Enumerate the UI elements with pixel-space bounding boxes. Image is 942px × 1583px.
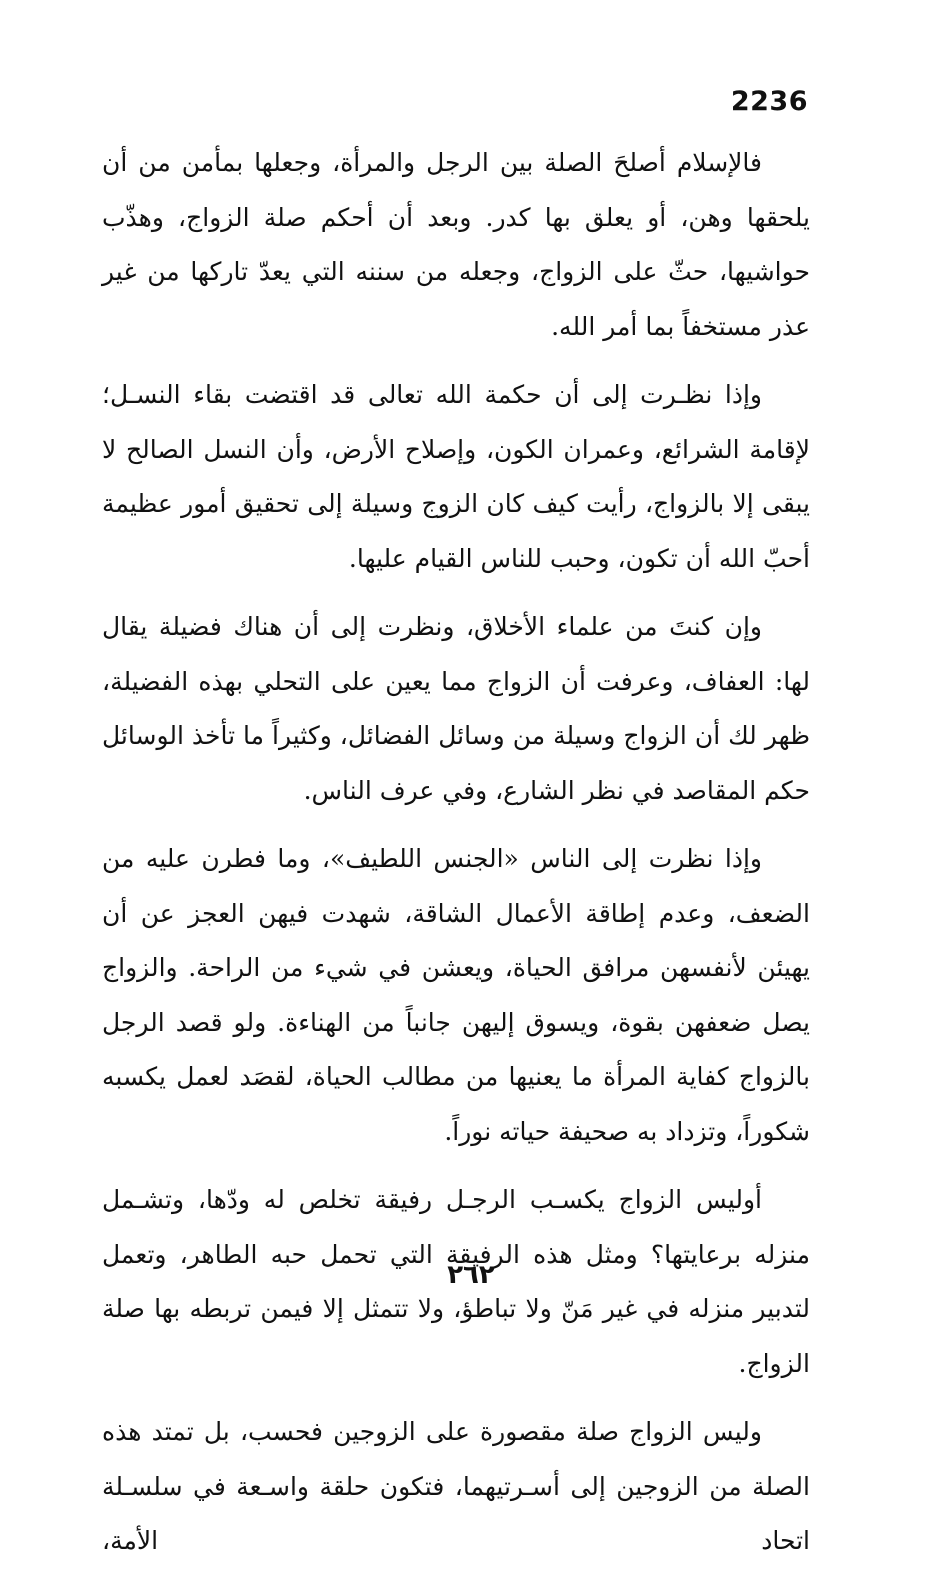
paragraph (102, 1405, 810, 1569)
paragraph (102, 600, 810, 818)
paragraph (102, 832, 810, 1159)
page-reference-number: 2236 (730, 86, 808, 117)
paragraph-text: وإن كنتَ من علماء الأخلاق، ونظرت إلى أن هناك فضيلة يقال لها: العفاف، وعرفت أن الزواج مما يعين على التحلي بهذه الفضيلة، ظهر لك أن الزواج وسيلة من وسائل الفضائل، وكثيراً ما تأخذ الوسائل حكم المقاصد في نظر الشارع، وفي عرف الناس. (102, 612, 810, 805)
body-text (102, 136, 810, 1583)
paragraph (102, 368, 810, 586)
paragraph-text: أوليس الزواج يكسـب الرجـل رفيقة تخلص له ودّها، وتشـمل منزله برعايتها؟ ومثل هذه الرفيقة التي تحمل حبه الطاهر، وتعمل لتدبير منزله في غير مَنّ ولا تباطؤ، ولا تتمثل إلا فيمن تربطه بها صلة الزواج. (102, 1185, 810, 1378)
paragraph-text: وليس الزواج صلة مقصورة على الزوجين فحسب، بل تمتد هذه الصلة من الزوجين إلى أسـرتيهما، فتكون حلقة واسـعة في سلسـلة اتحاد الأمة، (102, 1417, 810, 1555)
page-number: ٢٦٢ (447, 1260, 495, 1290)
paragraph-text: فالإسلام أصلحَ الصلة بين الرجل والمرأة، وجعلها بمأمن من أن يلحقها وهن، أو يعلق بها كدر. وبعد أن أحكم صلة الزواج، وهذّب حواشيها، حثّ على الزواج، وجعله من سننه التي يعدّ تاركها من غير عذر مستخفاً بما أمر الله. (102, 148, 810, 341)
paragraph-text: وإذا نظـرت إلى أن حكمة الله تعالى قد اقتضت بقاء النسـل؛ لإقامة الشرائع، وعمران الكون، وإصلاح الأرض، وأن النسل الصالح لا يبقى إلا بالزواج، رأيت كيف كان الزوج وسيلة إلى تحقيق أمور عظيمة أحبّ الله أن تكون، وحبب للناس القيام عليها. (102, 380, 811, 573)
paragraph (102, 136, 810, 354)
paragraph-text: وإذا نظرت إلى الناس «الجنس اللطيف»، وما فطرن عليه من الضعف، وعدم إطاقة الأعمال الشاقة، شهدت فيهن العجز عن أن يهيئن لأنفسهن مرافق الحياة، ويعشن في شيء من الراحة. والزواج يصل ضعفهن بقوة، ويسوق إليهن جانباً من الهناءة. ولو قصد الرجل بالزواج كفاية المرأة ما يعنيها من مطالب الحياة، لقصَد لعمل يكسبه شكوراً، وتزداد به صحيفة حياته نوراً. (102, 844, 810, 1146)
